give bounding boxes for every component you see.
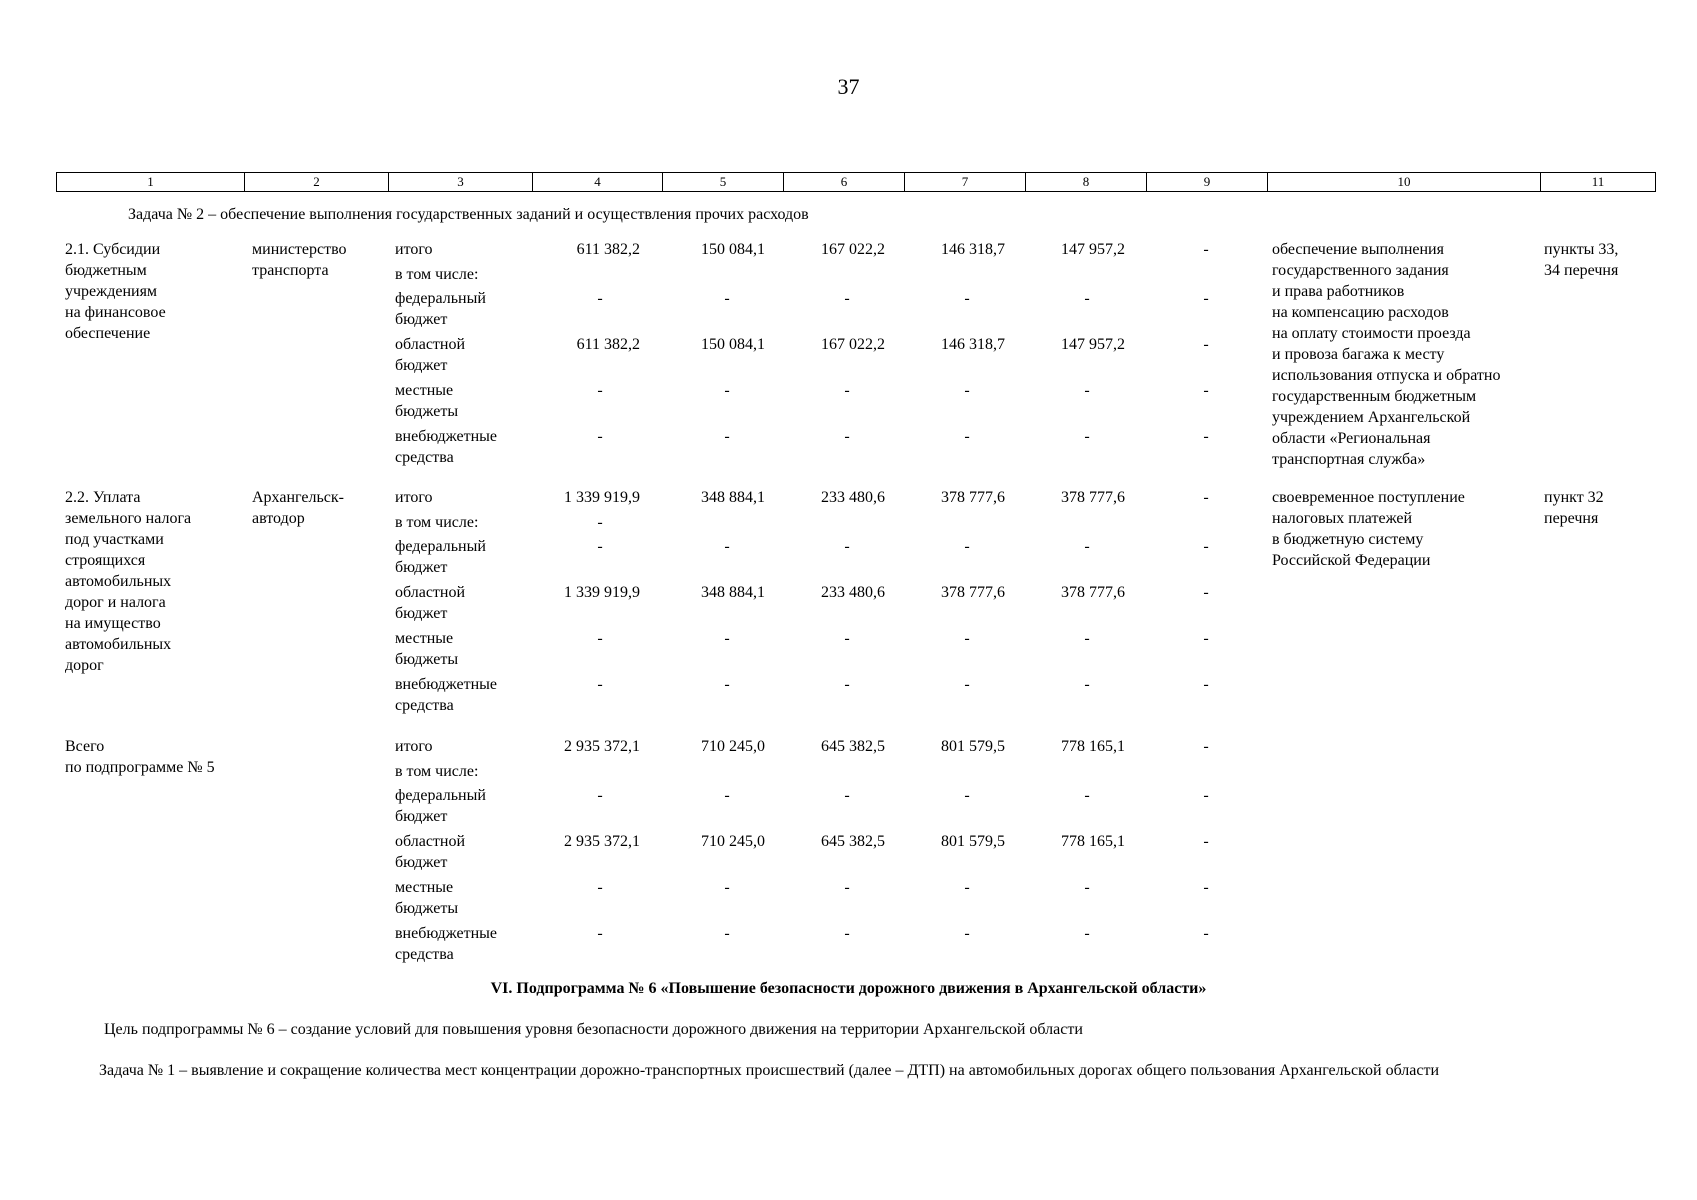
empty-value-dash: -	[1203, 787, 1209, 804]
itogo-value: 233 480,6	[821, 489, 885, 506]
oblast-value: 150 084,1	[701, 336, 765, 353]
header-cell: 11	[1541, 173, 1656, 192]
row-label-itogo: итого	[395, 738, 433, 755]
item-name-line: бюджетным	[65, 262, 147, 279]
oblast-value: 645 382,5	[821, 833, 885, 850]
header-cell: 1	[57, 173, 245, 192]
result-line: учреждением Архангельской	[1272, 409, 1471, 426]
oblast-value: 147 957,2	[1061, 336, 1125, 353]
executor-line: автодор	[252, 510, 305, 527]
empty-value-dash: -	[724, 382, 730, 399]
oblast-value: 710 245,0	[701, 833, 765, 850]
itogo-value: 167 022,2	[821, 241, 885, 258]
empty-value-dash: -	[1203, 879, 1209, 896]
empty-value-dash: -	[1203, 630, 1209, 647]
row-label-vneb_2: средства	[395, 697, 454, 714]
empty-value-dash: -	[1084, 925, 1090, 942]
oblast-value: 233 480,6	[821, 584, 885, 601]
itogo-value: 150 084,1	[701, 241, 765, 258]
item-name-line: 2.2. Уплата	[65, 489, 141, 506]
empty-value-dash: -	[964, 290, 970, 307]
empty-value-dash: -	[597, 630, 603, 647]
row-label-mest_1: местные	[395, 630, 454, 647]
oblast-value: 146 318,7	[941, 336, 1005, 353]
oblast-value: 801 579,5	[941, 833, 1005, 850]
empty-value-dash: -	[597, 538, 603, 555]
item-name-line: 2.1. Субсидии	[65, 241, 161, 258]
itogo-value: 348 884,1	[701, 489, 765, 506]
empty-value-dash: -	[844, 290, 850, 307]
empty-value-dash: -	[1203, 382, 1209, 399]
result-line: и провоза багажа к месту	[1272, 346, 1445, 363]
empty-value-dash: -	[844, 630, 850, 647]
reference-line: 34 перечня	[1544, 262, 1619, 279]
executor-line: транспорта	[252, 262, 329, 279]
empty-value-dash: -	[724, 538, 730, 555]
item-name-line: на имущество	[65, 615, 161, 632]
empty-value-dash: -	[724, 676, 730, 693]
reference-line: пункты 33,	[1544, 241, 1619, 258]
item-name-line: земельного налога	[65, 510, 192, 527]
row-label-mest_2: бюджеты	[395, 651, 459, 668]
row-label-mest_1: местные	[395, 879, 454, 896]
task-2-heading: Задача № 2 – обеспечение выполнения государственных заданий и осуществления прочих расходов	[128, 206, 809, 223]
result-line: и права работников	[1272, 283, 1405, 300]
row-label-obl_2: бюджет	[395, 854, 448, 871]
result-line: на компенсацию расходов	[1272, 304, 1449, 321]
itogo-value: 378 777,6	[1061, 489, 1125, 506]
empty-value-dash: -	[1203, 290, 1209, 307]
row-label-fed_2: бюджет	[395, 808, 448, 825]
empty-value-dash: -	[597, 879, 603, 896]
header-cell: 4	[533, 173, 663, 192]
empty-value-dash: -	[1084, 787, 1090, 804]
empty-value-dash: -	[964, 879, 970, 896]
itogo-value: 611 382,2	[576, 241, 640, 258]
empty-value-dash: -	[964, 428, 970, 445]
oblast-value: 378 777,6	[941, 584, 1005, 601]
itogo-value: 801 579,5	[941, 738, 1005, 755]
v-tom-chisle-dash: -	[597, 514, 603, 531]
item-name-line: автомобильных	[65, 636, 172, 653]
result-line: в бюджетную систему	[1272, 531, 1424, 548]
item-name-line: автомобильных	[65, 573, 172, 590]
oblast-dash: -	[1203, 584, 1209, 601]
empty-value-dash: -	[597, 676, 603, 693]
empty-value-dash: -	[724, 290, 730, 307]
empty-value-dash: -	[1203, 676, 1209, 693]
row-label-fed_2: бюджет	[395, 311, 448, 328]
row-label-itogo: итого	[395, 489, 433, 506]
row-label-obl_2: бюджет	[395, 605, 448, 622]
empty-value-dash: -	[1084, 676, 1090, 693]
itogo-value: 778 165,1	[1061, 738, 1125, 755]
column-number-table	[56, 172, 1656, 192]
empty-value-dash: -	[1084, 290, 1090, 307]
row-label-vneb_1: внебюджетные	[395, 428, 497, 445]
item-name-line: дорог	[65, 657, 104, 674]
row-label-vneb_2: средства	[395, 449, 454, 466]
row-label-v-tom-chisle: в том числе:	[395, 514, 479, 531]
oblast-dash: -	[1203, 833, 1209, 850]
item-name-line: на финансовое	[65, 304, 166, 321]
result-line: транспортная служба»	[1272, 451, 1426, 468]
item-name-line: дорог и налога	[65, 594, 166, 611]
header-cell: 6	[784, 173, 905, 192]
empty-value-dash: -	[597, 787, 603, 804]
row-label-fed_2: бюджет	[395, 559, 448, 576]
itogo-dash: -	[1203, 241, 1209, 258]
result-line: Российской Федерации	[1272, 552, 1431, 569]
row-label-obl_1: областной	[395, 584, 466, 601]
header-cell: 7	[905, 173, 1026, 192]
empty-value-dash: -	[1084, 382, 1090, 399]
empty-value-dash: -	[1084, 879, 1090, 896]
page-number: 37	[837, 74, 860, 99]
empty-value-dash: -	[724, 787, 730, 804]
row-label-itogo: итого	[395, 241, 433, 258]
oblast-value: 378 777,6	[1061, 584, 1125, 601]
header-cell: 5	[663, 173, 784, 192]
executor-line: министерство	[252, 241, 347, 258]
empty-value-dash: -	[597, 290, 603, 307]
item-name-line: обеспечение	[65, 325, 151, 342]
itogo-dash: -	[1203, 489, 1209, 506]
empty-value-dash: -	[844, 428, 850, 445]
empty-value-dash: -	[964, 925, 970, 942]
empty-value-dash: -	[597, 382, 603, 399]
row-label-fed_1: федеральный	[395, 787, 486, 804]
result-line: налоговых платежей	[1272, 510, 1413, 527]
row-label-mest_1: местные	[395, 382, 454, 399]
row-label-obl_1: областной	[395, 336, 466, 353]
item-name-line: строящихся	[65, 552, 146, 569]
goal-6-text: Цель подпрограммы № 6 – создание условий для повышения уровня безопасности дорожного движения на территории Архангельской области	[104, 1021, 1083, 1038]
itogo-value: 147 957,2	[1061, 241, 1125, 258]
row-label-fed_1: федеральный	[395, 290, 486, 307]
itogo-value: 378 777,6	[941, 489, 1005, 506]
empty-value-dash: -	[964, 538, 970, 555]
row-label-vneb_1: внебюджетные	[395, 676, 497, 693]
reference-line: перечня	[1544, 510, 1599, 527]
executor-line: Архангельск-	[252, 489, 344, 506]
empty-value-dash: -	[964, 630, 970, 647]
empty-value-dash: -	[844, 787, 850, 804]
empty-value-dash: -	[597, 925, 603, 942]
header-cell: 3	[389, 173, 533, 192]
result-line: использования отпуска и обратно	[1272, 367, 1501, 384]
oblast-value: 348 884,1	[701, 584, 765, 601]
empty-value-dash: -	[844, 676, 850, 693]
header-cell: 8	[1026, 173, 1147, 192]
row-label-mest_2: бюджеты	[395, 403, 459, 420]
oblast-value: 167 022,2	[821, 336, 885, 353]
header-cell: 10	[1268, 173, 1541, 192]
result-line: обеспечение выполнения	[1272, 241, 1444, 258]
empty-value-dash: -	[724, 428, 730, 445]
item-name-line: под участками	[65, 531, 164, 548]
empty-value-dash: -	[724, 879, 730, 896]
empty-value-dash: -	[964, 382, 970, 399]
item-name-line: Всего	[65, 738, 105, 755]
itogo-value: 710 245,0	[701, 738, 765, 755]
result-line: государственного задания	[1272, 262, 1449, 279]
row-label-mest_2: бюджеты	[395, 900, 459, 917]
itogo-dash: -	[1203, 738, 1209, 755]
column-header-row	[56, 172, 1656, 192]
oblast-value: 778 165,1	[1061, 833, 1125, 850]
row-label-fed_1: федеральный	[395, 538, 486, 555]
row-label-v-tom-chisle: в том числе:	[395, 266, 479, 283]
empty-value-dash: -	[724, 630, 730, 647]
header-cell: 9	[1147, 173, 1268, 192]
result-line: своевременное поступление	[1272, 489, 1465, 506]
task-1-text: Задача № 1 – выявление и сокращение количества мест концентрации дорожно-транспортных происшествий (далее – ДТП) на автомобильных дорогах общего пользования Архангельской области	[99, 1062, 1440, 1079]
itogo-value: 146 318,7	[941, 241, 1005, 258]
row-label-obl_2: бюджет	[395, 357, 448, 374]
itogo-value: 1 339 919,9	[564, 489, 640, 506]
oblast-value: 2 935 372,1	[564, 833, 640, 850]
oblast-value: 1 339 919,9	[564, 584, 640, 601]
oblast-dash: -	[1203, 336, 1209, 353]
oblast-value: 611 382,2	[576, 336, 640, 353]
itogo-value: 2 935 372,1	[564, 738, 640, 755]
empty-value-dash: -	[1084, 428, 1090, 445]
empty-value-dash: -	[724, 925, 730, 942]
empty-value-dash: -	[844, 538, 850, 555]
row-label-v-tom-chisle: в том числе:	[395, 763, 479, 780]
empty-value-dash: -	[964, 787, 970, 804]
header-cell: 2	[245, 173, 389, 192]
itogo-value: 645 382,5	[821, 738, 885, 755]
empty-value-dash: -	[844, 382, 850, 399]
empty-value-dash: -	[1203, 428, 1209, 445]
empty-value-dash: -	[1203, 925, 1209, 942]
empty-value-dash: -	[1084, 630, 1090, 647]
empty-value-dash: -	[844, 879, 850, 896]
result-line: области «Региональная	[1272, 430, 1431, 447]
result-line: государственным бюджетным	[1272, 388, 1477, 405]
row-label-obl_1: областной	[395, 833, 466, 850]
empty-value-dash: -	[1203, 538, 1209, 555]
empty-value-dash: -	[1084, 538, 1090, 555]
reference-line: пункт 32	[1544, 489, 1604, 506]
empty-value-dash: -	[844, 925, 850, 942]
row-label-vneb_1: внебюджетные	[395, 925, 497, 942]
section-6-title: VI. Подпрограмма № 6 «Повышение безопасности дорожного движения в Архангельской области»	[490, 980, 1207, 997]
item-name-line: по подпрограмме № 5	[65, 759, 215, 776]
empty-value-dash: -	[964, 676, 970, 693]
result-line: на оплату стоимости проезда	[1272, 325, 1471, 342]
empty-value-dash: -	[597, 428, 603, 445]
item-name-line: учреждениям	[65, 283, 158, 300]
row-label-vneb_2: средства	[395, 946, 454, 963]
